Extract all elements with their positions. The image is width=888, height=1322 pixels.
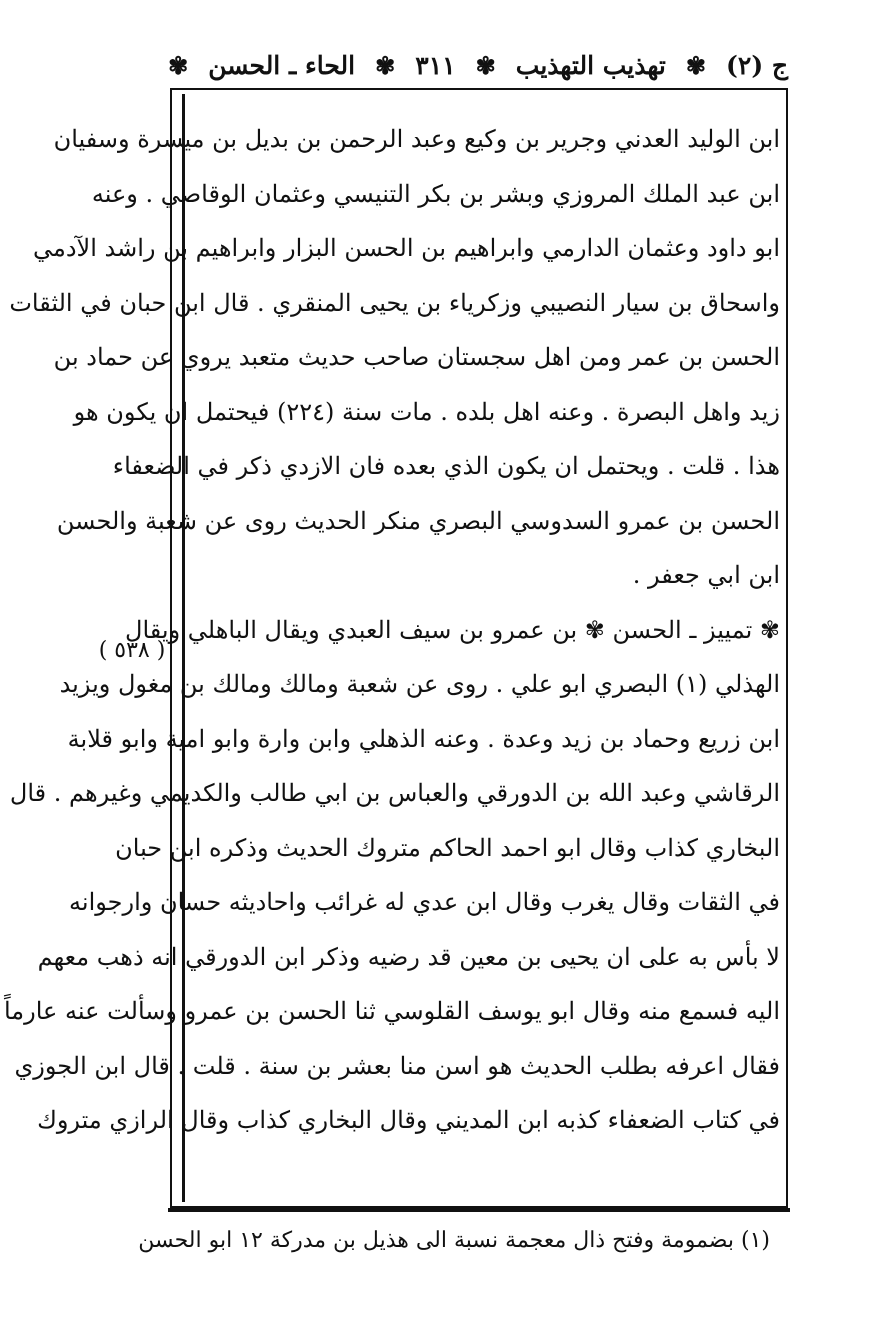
text-line: ابن عبد الملك المروزي وبشر بن بكر التنيسي وعثمان الوقاصي . وعنه xyxy=(91,179,780,208)
text-line: ابن الوليد العدني وجرير بن وكيع وعبد الرحمن بن بديل بن ميسرة وسفيان xyxy=(53,125,780,153)
text-line: زيد واهل البصرة . وعنه اهل بلده . مات سنة (٢٢٤) فيحتمل ان يكون هو xyxy=(73,397,780,426)
text-line: واسحاق بن سيار النصيبي وزكرياء بن يحيى المنقري . قال ابن حبان في الثقات xyxy=(9,288,780,317)
footnote: (١) بضمومة وفتح ذال معجمة نسبة الى هذيل بن مدركة ١٢ ابو الحسن xyxy=(138,1228,770,1253)
text-line: ابو داود وعثمان الدارمي وابراهيم بن الحسن البزار وابراهيم بن راشد الآدمي xyxy=(32,234,780,262)
margin-entry-number: ( ٥٣٨ ) xyxy=(98,638,166,663)
text-line: الحسن بن عمر ومن اهل سجستان صاحب حديث متعبد يروي عن حماد بن xyxy=(53,343,780,371)
running-header xyxy=(168,38,788,92)
ornament-icon: ✾ xyxy=(685,50,706,80)
text-line: الهذلي (١) البصري ابو علي . روى عن شعبة ومالك ومالك بن مغول ويزيد xyxy=(59,670,780,698)
text-line: هذا . قلت . ويحتمل ان يكون الذي بعده فان الازدي ذكر في الضعفاء xyxy=(112,452,780,480)
entry-heading-line: ✾ تمييز ـ الحسن ✾ بن عمرو بن سيف العبدي ويقال الباهلي ويقال xyxy=(125,615,780,644)
text-line: ابن زريع وحماد بن زيد وعدة . وعنه الذهلي وابن وارة وابو امية وابو قلابة xyxy=(67,724,780,753)
header-section: الحاء ـ الحسن xyxy=(208,50,356,80)
ornament-icon: ✾ xyxy=(375,50,396,80)
text-line: الحسن بن عمرو السدوسي البصري منكر الحديث روى عن شعبة والحسن xyxy=(56,506,780,535)
text-line: اليه فسمع منه وقال ابو يوسف القلوسي ثنا الحسن بن عمرو وسألت عنه عارماً xyxy=(3,997,780,1025)
header-book-title: تهذيب التهذيب xyxy=(515,50,666,80)
text-line: في الثقات وقال يغرب وقال ابن عدي له غرائب واحاديثه حسان وارجوانه xyxy=(69,888,780,916)
text-line: فقال اعرفه بطلب الحديث هو اسن منا بعشر بن سنة . قلت . قال ابن الجوزي xyxy=(14,1051,780,1080)
text-line: ابن ابي جعفر . xyxy=(632,561,780,589)
frame-rule-bottom xyxy=(168,1208,790,1212)
header-volume: ج (٢) xyxy=(726,50,788,80)
ornament-icon: ✾ xyxy=(168,50,189,80)
text-line: الرقاشي وعبد الله بن الدورقي والعباس بن ابي طالب والكديمي وغيرهم . قال xyxy=(9,779,780,807)
text-line: لا بأس به على ان يحيى بن معين قد رضيه وذكر ابن الدورقي انه ذهب معهم xyxy=(37,942,780,971)
text-line: في كتاب الضعفاء كذبه ابن المديني وقال البخاري كذاب وقال الرازي متروك xyxy=(37,1106,780,1134)
text-line: البخاري كذاب وقال ابو احمد الحاكم متروك الحديث وذكره ابن حبان xyxy=(115,833,780,862)
ornament-icon: ✾ xyxy=(475,50,496,80)
header-page-number: ٣١١ xyxy=(415,50,456,80)
